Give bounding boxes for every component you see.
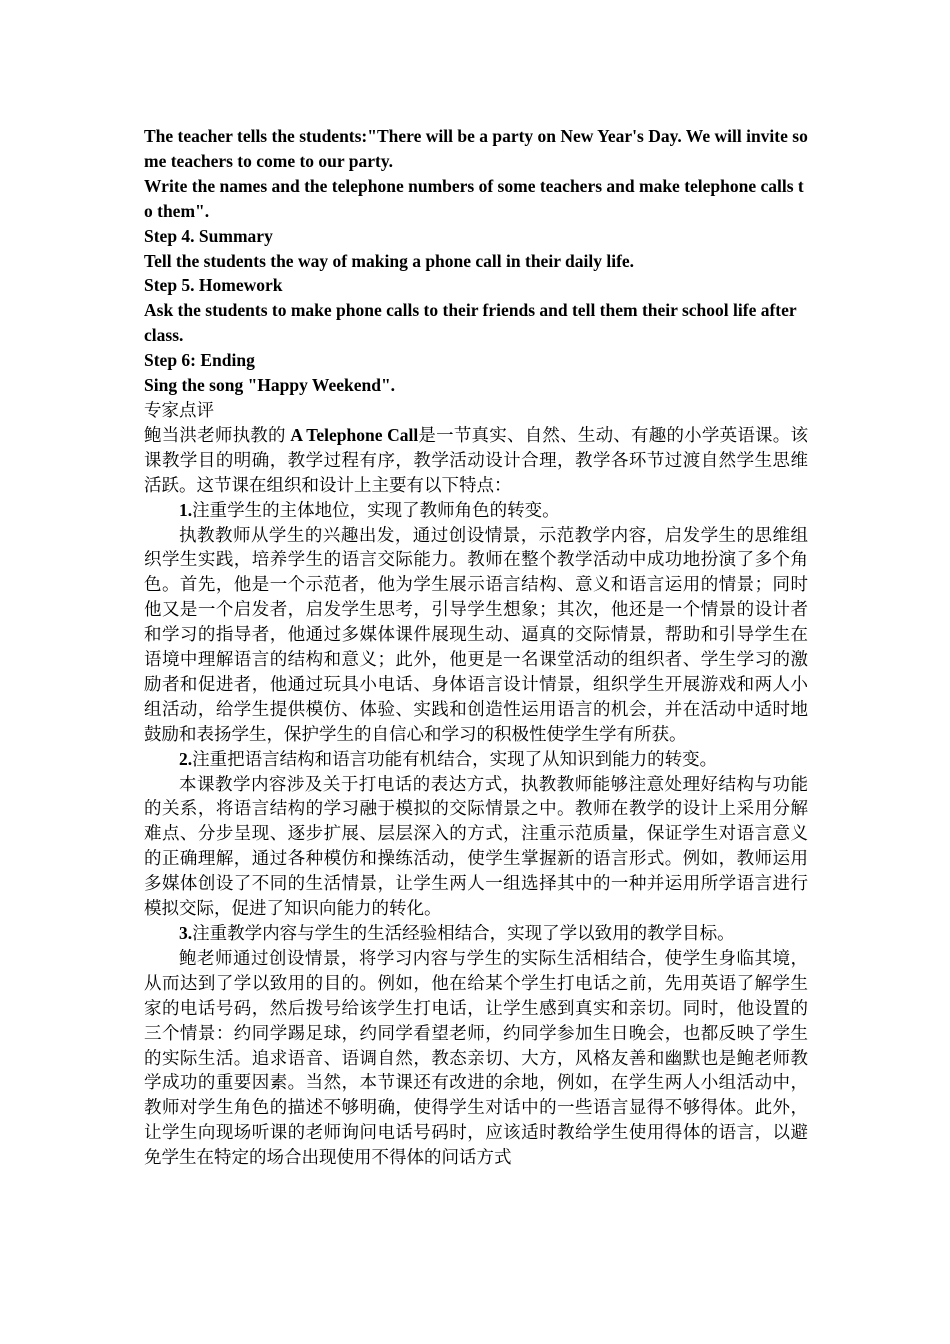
point3-body: 鲍老师通过创设情景，将学习内容与学生的实际生活相结合，使学生身临其境，从而达到了学以致用的目的。例如，他在给某个学生打电话之前，先用英语了解学生家的电话号码，然后拨号给该学生打电话，让学生感到真实和亲切。同时，他设置的三个情景：约同学踢足球，约同学看望老师，约同学参加生日晚会，也都反映了学生的实际生活。追求语音、语调自然，教态亲切、大方，风格友善和幽默也是鲍老师教学成功的重要因素。当然，本节课还有改进的余地，例如，在学生两人小组活动中，教师对学生角色的描述不够明确，使得学生对话中的一些语言显得不够得体。此外，让学生向现场听课的老师询问电话号码时，应该适时教给学生使用得体的语言，以避免学生在特定的场合出现使用不得体的问话方式 [144, 947, 808, 1168]
review-intro-prefix: 鲍当洪老师执教的 [144, 424, 291, 445]
point2-body: 本课教学内容涉及关于打电话的表达方式，执教教师能够注意处理好结构与功能的关系，将语言结构的学习融于模拟的交际情景之中。教师在教学的设计上采用分解难点、分步呈现、逐步扩展、层层深入的方式，注重示范质量，保证学生对语言意义的正确理解，通过各种模仿和操练活动，使学生掌握新的语言形式。例如，教师运用多媒体创设了不同的生活情景，让学生两人一组选择其中的一种并运用所学语言进行模拟交际，促进了知识向能力的转化。 [144, 773, 808, 919]
step6-text: Sing the song "Happy Weekend". [144, 375, 396, 396]
review-heading: 专家点评 [144, 399, 214, 420]
party-paragraph-2: Write the names and the telephone numbers of some teachers and make telephone calls to them". [144, 175, 804, 221]
point3-number: 3. [179, 923, 193, 943]
document-page [144, 124, 808, 1170]
step5-heading: Step 5. Homework [144, 275, 283, 296]
point1-number: 1. [179, 499, 193, 520]
lesson-title: A Telephone Call [290, 424, 419, 445]
point1-title [144, 498, 808, 523]
point2-number: 2. [179, 748, 193, 769]
point2-title [144, 747, 808, 772]
point1-body: 执教教师从学生的兴趣出发，通过创设情景，示范教学内容，启发学生的思维组织学生实践，培养学生的语言交际能力。教师在整个教学活动中成功地扮演了多个角色。首先，他是一个示范者，他为学生展示语言结构、意义和语言运用的情景；同时他又是一个启发者，启发学生思考，引导学生想象；其次，他还是一个情景的设计者和学习的指导者，他通过多媒体课件展现生动、逼真的交际情景，帮助和引导学生在语境中理解语言的结构和意义；此外，他更是一名课堂活动的组织者、学生学习的激励者和促进者，他通过玩具小电话、身体语言设计情景，组织学生开展游戏和两人小组活动，给学生提供模仿、体验、实践和创造性运用语言的机会，并在活动中适时地鼓励和表扬学生，保护学生的自信心和学习的积极性使学生学有所获。 [144, 524, 808, 744]
review-intro [144, 423, 808, 498]
point2-title-text: 注重把语言结构和语言功能有机结合，实现了从知识到能力的转变。 [192, 748, 718, 769]
step4-heading: Step 4. Summary [144, 225, 273, 246]
point3-title [144, 921, 808, 946]
point3-title-text: 注重教学内容与学生的生活经验相结合，实现了学以致用的教学目标。 [192, 923, 735, 943]
step4-text: Tell the students the way of making a phone call in their daily life. [144, 250, 635, 271]
point1-title-text: 注重学生的主体地位，实现了教师角色的转变。 [192, 499, 560, 520]
review-intro-rest: 是一节真实、自然、生动、有趣的小学英语课。该课教学目的明确，教学过程有序，教学活动设计合理，教学各环节过渡自然学生思维活跃。这节课在组织和设计上主要有以下特点： [144, 424, 808, 495]
step6-heading: Step 6: Ending [144, 350, 255, 371]
party-paragraph-1: The teacher tells the students:"There will be a party on New Year's Day. We will invite some teachers to come to our party. [144, 126, 808, 171]
step5-text: Ask the students to make phone calls to their friends and tell them their school life after class. [144, 300, 797, 346]
